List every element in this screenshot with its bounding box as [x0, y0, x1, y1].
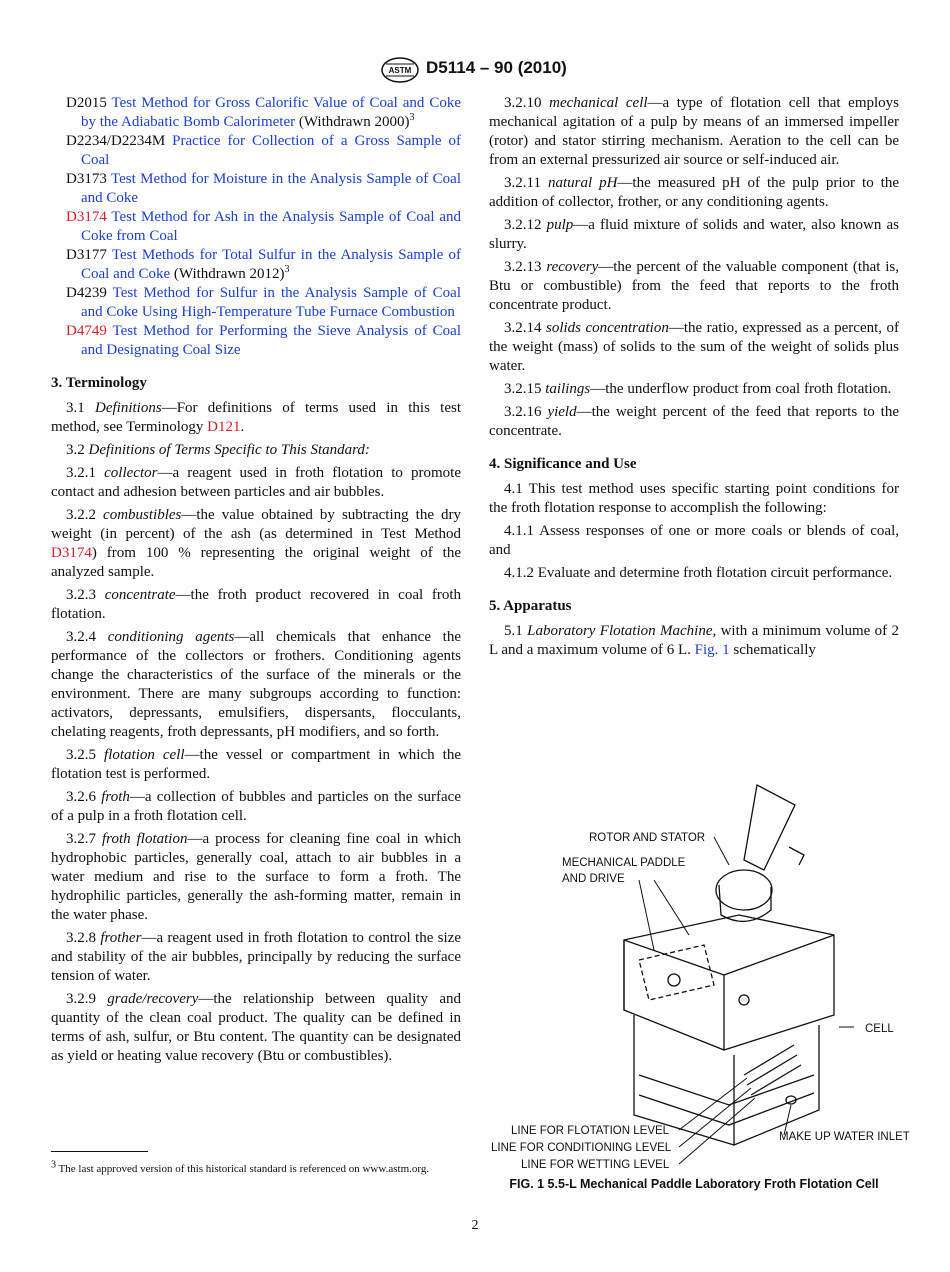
reference-item [51, 246, 461, 284]
section-3-heading: 3. Terminology [51, 375, 147, 391]
page-number: 2 [471, 1218, 479, 1233]
reference-item [51, 170, 461, 208]
definitions-right [489, 94, 899, 441]
reference-title-link[interactable]: Test Method for Moisture in the Analysis Sample of Coal and Coke [81, 171, 462, 206]
definition-3-2-12: 3.2.12 pulp—a fluid mixture of solids and water, also known as slurry. [489, 217, 899, 252]
reference-list [51, 94, 461, 360]
label-water-inlet: MAKE UP WATER INLET [779, 1131, 910, 1143]
rotor-stator [716, 870, 772, 910]
flotation-cell-figure [489, 775, 919, 1175]
reference-code: D3177 [66, 247, 107, 263]
definition-3-2-1: 3.2.1 collector—a reagent used in froth flotation to promote contact and adhesion between particles and air bubbles. [51, 465, 462, 500]
section-4-heading: 4. Significance and Use [489, 456, 637, 472]
para-4-1-2: 4.1.2 Evaluate and determine froth flotation circuit performance. [504, 565, 893, 581]
section-5-heading: 5. Apparatus [489, 598, 572, 614]
reference-title-link[interactable]: Test Method for Sulfur in the Analysis Sample of Coal and Coke Using High-Temperature Tube Furnace Combustion [81, 285, 461, 320]
definition-3-2-7: 3.2.7 froth flotation—a process for cleaning fine coal in which hydrophobic particles, generally coal, attach to air bubbles in a water medium and rise to the surface to form a froth. The hydrophilic particles, generally the ash-forming matter, remain in the water phase. [51, 831, 461, 923]
para-3-2: 3.2 Definitions of Terms Specific to This Standard: [66, 442, 370, 458]
definition-3-2-10: 3.2.10 mechanical cell—a type of flotation cell that employs mechanical agitation of a pulp by means of an immersed impeller (rotor) and stator stirring mechanism. Aeration to the cell can be from an external pressurized air source or self-induced air. [489, 95, 899, 168]
document-designation: D5114 – 90 (2010) [426, 58, 567, 77]
definition-3-2-4: 3.2.4 conditioning agents—all chemicals that enhance the performance of the collectors or frothers. Conditioning agents change the characteristics of the surface of the minerals or the environment. There are many subgroups according to function: activators, depressants, emulsifiers, dispersants, flocculants, chelating reagents, froth depressants, pH modifiers, and so forth. [51, 629, 461, 740]
cell-box [624, 915, 834, 1050]
definition-3-2-3: 3.2.3 concentrate—the froth product recovered in coal froth flotation. [51, 587, 462, 622]
footnote-rule [51, 1151, 148, 1152]
definition-3-2-16: 3.2.16 yield—the weight percent of the feed that reports to the concentrate. [489, 404, 900, 439]
definition-3-2-13: 3.2.13 recovery—the percent of the valuable component (that is, Btu or combustible) from the feed that reports to the froth concentrate product. [489, 259, 900, 313]
link-d121[interactable]: D121 [207, 419, 241, 435]
logo-text: ASTM [388, 66, 412, 75]
reference-code: D4239 [66, 285, 107, 301]
para-4-1-1: 4.1.1 Assess responses of one or more coals or blends of coal, and [489, 523, 899, 558]
definition-3-2-2: 3.2.2 combustibles—the value obtained by subtracting the dry weight (in percent) of the ash (as determined in Test Method D3174) from 100 % representing the original weight of the analyzed sample. [51, 507, 462, 580]
reference-code[interactable]: D3174 [66, 209, 107, 225]
reference-title-link[interactable]: Test Method for Ash in the Analysis Sample of Coal and Coke from Coal [81, 209, 462, 244]
footnote: $^3$ The last approved version of this historical standard is referenced on www.astm.org. [51, 1159, 430, 1175]
label-rotor-stator: ROTOR AND STATOR [589, 832, 706, 844]
reference-title-link[interactable]: Practice for Collection of a Gross Sample of Coal [81, 133, 462, 168]
label-cell: CELL [865, 1023, 894, 1035]
label-flotation-level: LINE FOR FLOTATION LEVEL [511, 1125, 670, 1137]
para-5-1: 5.1 Laboratory Flotation Machine, with a minimum volume of 2 L and a maximum volume of 6 L. Fig. 1 schematically [489, 623, 900, 658]
link-fig-1[interactable]: Fig. 1 [694, 642, 730, 658]
definition-3-2-8: 3.2.8 frother—a reagent used in froth flotation to control the size and stability of the air bubbles, principally by reducing the surface tension of water. [51, 930, 461, 984]
right-column [489, 94, 899, 664]
reference-footnote-mark: 3 [284, 264, 290, 275]
reference-title-link[interactable]: Test Method for Performing the Sieve Analysis of Coal and Designating Coal Size [81, 323, 461, 358]
reference-title-link[interactable]: Test Methods for Total Sulfur in the Analysis Sample of Coal and Coke [81, 247, 461, 282]
label-conditioning-level: LINE FOR CONDITIONING LEVEL [491, 1142, 672, 1154]
reference-item [51, 132, 461, 170]
reference-title-link[interactable]: Test Method for Gross Calorific Value of Coal and Coke by the Adiabatic Bomb Calorimeter [81, 95, 461, 130]
astm-logo [380, 56, 420, 84]
label-paddle-1: MECHANICAL PADDLE [562, 857, 686, 869]
reference-code: D3173 [66, 171, 107, 187]
reference-code: D2234/D2234M [66, 133, 166, 149]
label-wetting-level: LINE FOR WETTING LEVEL [521, 1159, 670, 1171]
figure-caption: FIG. 1 5.5-L Mechanical Paddle Laboratory Froth Flotation Cell [509, 1177, 879, 1191]
definitions-left [51, 464, 461, 1066]
definition-3-2-9: 3.2.9 grade/recovery—the relationship between quality and quantity of the clean coal product. The quality can be defined in terms of ash, sulfur, or Btu content. The quantity can be designated as yield or heating value recovery (Btu or combustibles). [51, 991, 461, 1064]
definition-3-2-15: 3.2.15 tailings—the underflow product from coal froth flotation. [504, 381, 892, 397]
reference-code: D2015 [66, 95, 107, 111]
para-3-1: 3.1 Definitions—For definitions of terms used in this test method, see Terminology D121. [51, 400, 462, 435]
reference-footnote-mark: 3 [409, 112, 415, 123]
definition-3-2-14: 3.2.14 solids concentration—the ratio, expressed as a percent, of the weight (mass) of solids to the sum of the weight of solids plus water. [489, 320, 900, 374]
reference-item [51, 322, 461, 360]
reference-suffix: (Withdrawn 2000) [295, 114, 410, 130]
para-4-1: 4.1 This test method uses specific starting point conditions for the froth flotation response to accomplish the following: [489, 481, 899, 516]
definition-3-2-6: 3.2.6 froth—a collection of bubbles and particles on the surface of a pulp in a froth flotation cell. [51, 789, 461, 824]
reference-item [51, 284, 461, 322]
reference-code[interactable]: D4749 [66, 323, 107, 339]
reference-item [51, 94, 461, 132]
link-d3174[interactable]: D3174 [51, 545, 92, 561]
drive-shaft [744, 785, 795, 870]
left-column [51, 94, 461, 1070]
label-paddle-2: AND DRIVE [562, 873, 625, 885]
definition-3-2-11: 3.2.11 natural pH—the measured pH of the pulp prior to the addition of collector, frother, or any conditioning agents. [489, 175, 899, 210]
reference-item [51, 208, 461, 246]
definition-3-2-5: 3.2.5 flotation cell—the vessel or compartment in which the flotation test is performed. [51, 747, 461, 782]
reference-suffix: (Withdrawn 2012) [170, 266, 285, 282]
